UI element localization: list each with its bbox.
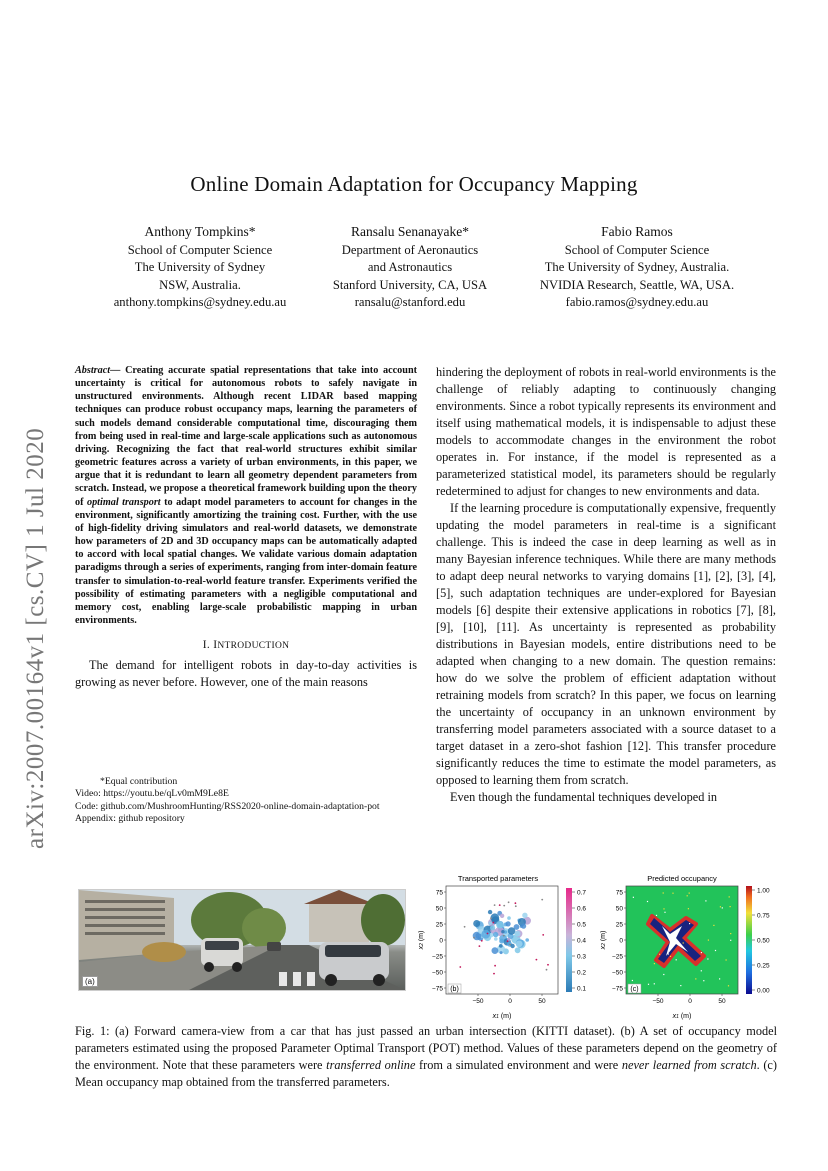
parameter-point (506, 921, 511, 926)
colorbar-tick-label: 0.4 (577, 937, 587, 945)
camera-view-image (78, 889, 406, 991)
colorbar-tick-label: 0.50 (757, 937, 770, 945)
speckle (689, 923, 690, 924)
parameter-point (481, 940, 483, 942)
parameter-point (500, 914, 504, 918)
parameter-point (521, 924, 526, 929)
caption-emphasis: transferred online (326, 1058, 416, 1072)
left-column (75, 364, 417, 691)
speckle (668, 953, 669, 954)
parameter-point (503, 905, 505, 907)
caption-emphasis: never learned from scratch (621, 1058, 757, 1072)
parameter-point (459, 966, 461, 968)
caption-text: from a simulated environment and were (415, 1058, 622, 1072)
speckle (719, 978, 720, 979)
author-name: Fabio Ramos (601, 224, 673, 239)
parameter-point (542, 934, 544, 936)
speckle (707, 958, 708, 959)
parameter-point (488, 910, 492, 914)
parameter-point (515, 905, 517, 907)
speckle (730, 940, 731, 941)
parameter-point (493, 922, 495, 924)
parameter-point (516, 941, 523, 948)
predicted-occupancy-plot (600, 872, 780, 1020)
parameter-point (546, 969, 548, 971)
parameter-point (490, 925, 495, 930)
y-tick-label: 0 (439, 937, 443, 945)
y-axis-ticks (612, 889, 626, 992)
body-paragraph: If the learning procedure is computationally expensive, frequently updating the model parameters in real-time is a significant challenge. This is indeed the case in deep learning as well as in many Bayesian inference techniques. While there are many methods to adapt deep neural networks to varying domains [1], [2], [3], [4], [5], such adaptation techniques are under-explored for Bayesian models [6] despite their extensive applications in robotics [7], [8], [9], [10], [11]. As uncertainty is represented as probability distributions in Bayesian models, entire distributions need to be adapted when changing to a new domain. The question remains: how do we solve the problem of efficient adaptation without retraining models from scratch? In this paper, we focus on learning the uncertainty of occupancy in an unknown environment by transferring model parameters associated with a source dataset to a target dataset in a zero-shot fashion [12]. This transfer procedure significantly reduces the time to estimate the model parameters, as opposed to learning them from scratch. (436, 501, 776, 787)
parameter-point (547, 964, 549, 966)
figure-caption (75, 1023, 777, 1091)
parameter-point (525, 938, 529, 942)
y-axis-label: x2 (m) (418, 930, 425, 950)
panel-label: (b) (450, 986, 459, 993)
x-tick-label: −50 (652, 998, 664, 1005)
speckle (720, 906, 721, 907)
author-block (310, 223, 510, 312)
x-axis-label: x1 (m) (492, 1013, 512, 1020)
parameter-point (499, 904, 501, 906)
colorbar-tick-label: 0.2 (577, 969, 587, 977)
speckle (663, 974, 664, 975)
arxiv-identifier: arXiv:2007.00164v1 [cs.CV] 1 Jul 2020 (22, 427, 49, 849)
colorbar-tick-label: 0.6 (577, 905, 587, 913)
parameter-point (503, 935, 505, 937)
plot-title: Predicted occupancy (647, 874, 717, 883)
author-affiliation: and Astronautics (367, 260, 453, 274)
parameter-point (493, 973, 495, 975)
x-tick-label: 50 (538, 998, 546, 1005)
speckle (633, 897, 634, 898)
street-scene-illustration (79, 890, 405, 990)
y-axis-label: x2 (m) (600, 930, 607, 950)
parameter-point (507, 916, 511, 920)
x-axis-label: x1 (m) (672, 1013, 692, 1020)
speckle (680, 985, 681, 986)
author-affiliation: School of Computer Science (127, 242, 273, 257)
parameter-point (499, 944, 503, 948)
y-tick-label: −50 (611, 969, 623, 977)
author-block (520, 223, 754, 312)
author-affiliation: The University of Sydney, Australia. (544, 260, 730, 274)
speckle (659, 954, 660, 955)
colorbar-ticks (752, 887, 770, 994)
parameter-point (515, 947, 521, 953)
y-axis-ticks (432, 889, 446, 992)
author-block (100, 223, 300, 312)
parameter-point (508, 901, 510, 903)
y-tick-label: 25 (435, 921, 443, 929)
x-tick-label: 0 (508, 998, 512, 1005)
author-email: fabio.ramos@sydney.edu.au (565, 295, 709, 309)
section-numeral: I. (202, 639, 214, 652)
speckle (730, 933, 731, 934)
parameter-point (499, 939, 504, 944)
footnotes (75, 776, 417, 826)
speckle (726, 959, 727, 960)
y-tick-label: −75 (611, 985, 623, 993)
parameter-point (509, 944, 511, 946)
body-paragraph: Even though the fundamental techniques developed in (450, 790, 718, 804)
author-affiliation: NVIDIA Research, Seattle, WA, USA. (539, 277, 735, 292)
parameter-point (481, 930, 490, 939)
footnote-link[interactable]: Code: github.com/MushroomHunting/RSS2020-online-domain-adaptation-pot (75, 800, 380, 812)
colorbar (746, 886, 752, 994)
y-tick-label: −25 (431, 953, 443, 961)
parameter-point (510, 944, 514, 948)
speckle (722, 907, 723, 908)
speckle (715, 950, 716, 951)
author-affiliation: NSW, Australia. (159, 277, 241, 292)
speckle (708, 940, 709, 941)
parameter-point (493, 932, 498, 937)
parameter-point (496, 921, 503, 928)
y-tick-label: 75 (615, 889, 623, 897)
section-heading (75, 639, 417, 651)
x-axis-ticks (472, 994, 546, 1005)
transported-parameters-plot (418, 872, 594, 1020)
speckle (728, 985, 729, 986)
caption-text: . (c) Mean occupancy map obtained from the transferred parameters. (75, 1058, 777, 1089)
abstract-label: Abstract (75, 365, 111, 376)
speckle (654, 983, 655, 984)
y-tick-label: −50 (431, 969, 443, 977)
speckle (676, 959, 677, 960)
colorbar-ticks (572, 889, 586, 992)
parameter-point (492, 947, 499, 954)
footnote: Appendix: github repository (75, 813, 185, 825)
y-tick-label: 0 (619, 937, 623, 945)
speckle (689, 893, 690, 894)
author-affiliation: The University of Sydney (134, 260, 266, 274)
parameter-point (541, 899, 543, 901)
y-tick-label: −25 (611, 953, 623, 961)
body-paragraph: The demand for intelligent robots in day-to-day activities is growing as never before. However, one of the main reasons (75, 658, 417, 690)
section-heading-initial: I (213, 639, 218, 652)
paper-title: Online Domain Adaptation for Occupancy Mapping (190, 172, 638, 196)
x-tick-label: 0 (688, 998, 692, 1005)
author-name: Anthony Tompkins* (144, 224, 256, 239)
parameter-point (515, 902, 517, 904)
author-email: ransalu@stanford.edu (354, 295, 466, 309)
speckle (656, 915, 657, 916)
abstract (75, 364, 417, 627)
parameter-point (487, 933, 489, 935)
panel-label: (c) (630, 986, 639, 993)
abstract-emphasis: optimal transport (86, 496, 161, 508)
speckle (695, 978, 696, 979)
parameter-point (501, 930, 504, 933)
body-paragraph: hindering the deployment of robots in real-world environments is the challenge of reliably adapting to continuously changing environments. Since a robot typically represents its environment and itself using mathematical models, it is indispensable to adjust these models to accommodate changes in the environment the robot operates in. For instance, if the model is represented as a parameterized statistical model, its parameters should be regularly redetermined to adjust for changes to new environments and data. (436, 365, 776, 498)
occupancy-map (600, 872, 780, 1020)
speckle (663, 908, 664, 909)
footnote: *Equal contribution (100, 776, 178, 787)
speckle (683, 942, 684, 943)
parameter-point (464, 926, 466, 928)
speckle (729, 896, 730, 897)
panel-label: (a) (82, 976, 98, 987)
speckle (670, 956, 671, 957)
author-affiliation: Department of Aeronautics (341, 242, 479, 257)
speckle (703, 980, 704, 981)
speckle (730, 906, 731, 907)
author-email: anthony.tompkins@sydney.edu.au (113, 295, 287, 309)
speckle (705, 900, 706, 901)
speckle (672, 893, 673, 894)
speckle (647, 901, 648, 902)
y-tick-label: 50 (435, 905, 443, 913)
parameter-point (536, 959, 538, 961)
scatter-plot (418, 872, 594, 1020)
colorbar-tick-label: 0.5 (577, 921, 587, 929)
parameter-point (508, 927, 516, 935)
speckle (688, 908, 689, 909)
parameter-point (490, 917, 492, 919)
abstract-text: to adapt model parameters to account for changes in the environment, significantly amortizing the training cost. Further, with the use of high-fidelity driving simulators and real-world datasets, we demonstrate how parameters of 2D and 3D occupancy maps can be automatically adapted to accord with local spatial changes. We validate various domain adaptation paradigms through a series of experiments, ranging from inter-domain feature transfer to simulation-to-real-world feature transfer. Experiments verified the possibility of estimating parameters with a negligible computational and memory cost, enabling large-scale probabilistic mapping in urban environments. (75, 496, 417, 626)
colorbar-tick-label: 0.1 (577, 985, 587, 993)
colorbar (566, 888, 572, 992)
colorbar-tick-label: 0.00 (757, 987, 770, 995)
parameter-point (473, 920, 480, 927)
parameter-point (494, 965, 496, 967)
y-tick-label: 50 (615, 905, 623, 913)
parameter-point (479, 945, 481, 947)
right-column (436, 364, 776, 806)
author-name: Ransalu Senanayake* (350, 224, 470, 239)
x-axis-ticks (652, 994, 726, 1005)
y-tick-label: 75 (435, 889, 443, 897)
parameter-point (522, 913, 527, 918)
speckle (664, 912, 665, 913)
author-affiliation: School of Computer Science (564, 242, 710, 257)
y-tick-label: 25 (615, 921, 623, 929)
speckle (663, 892, 664, 893)
speckle (701, 952, 702, 953)
section-heading-rest: NTRODUCTION (217, 641, 290, 652)
speckle (648, 984, 649, 985)
y-tick-label: −75 (431, 985, 443, 993)
speckle (687, 895, 688, 896)
colorbar-tick-label: 0.3 (577, 953, 587, 961)
parameter-point (500, 951, 503, 954)
abstract-text: Creating accurate spatial representations that take into account uncertainty is critical for autonomous robots to safely navigate in unstructured environments. Although recent LIDAR based mapping techniques can produce robust occupancy maps, learning the parameters of such models demand considerable computational time, discouraging them from being used in real-time and large-scale applications such as autonomous driving. Recognizing the fact that real-world structures exhibit similar geometric features across a variety of urban environments, in this paper, we argue that it is redundant to learn all geometry dependent parameters from scratch. Instead, we propose a theoretical framework building upon the theory of (75, 365, 418, 508)
parameter-point (488, 921, 492, 925)
colorbar-tick-label: 0.25 (757, 962, 770, 970)
author-affiliation: Stanford University, CA, USA (332, 277, 488, 292)
speckle (632, 980, 633, 981)
x-tick-label: 50 (718, 998, 726, 1005)
parameter-point (507, 940, 509, 942)
parameter-point (515, 931, 521, 937)
colorbar-tick-label: 1.00 (757, 887, 770, 895)
parameter-point (494, 904, 496, 906)
x-tick-label: −50 (472, 998, 484, 1005)
speckle (654, 963, 655, 964)
abstract-dash: — (110, 365, 126, 376)
colorbar-tick-label: 0.7 (577, 889, 587, 897)
speckle (713, 925, 714, 926)
caption-text: Fig. 1: (a) Forward camera-view from a car that has just passed an urban intersection (KITTI dataset). (b) A set of occupancy model parameters estimated using the proposed Parameter Optimal Transport (POT) method. Values of these parameters depend on the geometry of the environment. Note that these parameters were (75, 1024, 777, 1072)
footnote-link[interactable]: Video: https://youtu.be/qLv0mM9Le8E (75, 788, 229, 800)
plot-title: Transported parameters (457, 874, 539, 883)
parameter-point (473, 937, 475, 939)
speckle (701, 970, 702, 971)
colorbar-tick-label: 0.75 (757, 912, 770, 920)
parameter-point (494, 937, 498, 941)
